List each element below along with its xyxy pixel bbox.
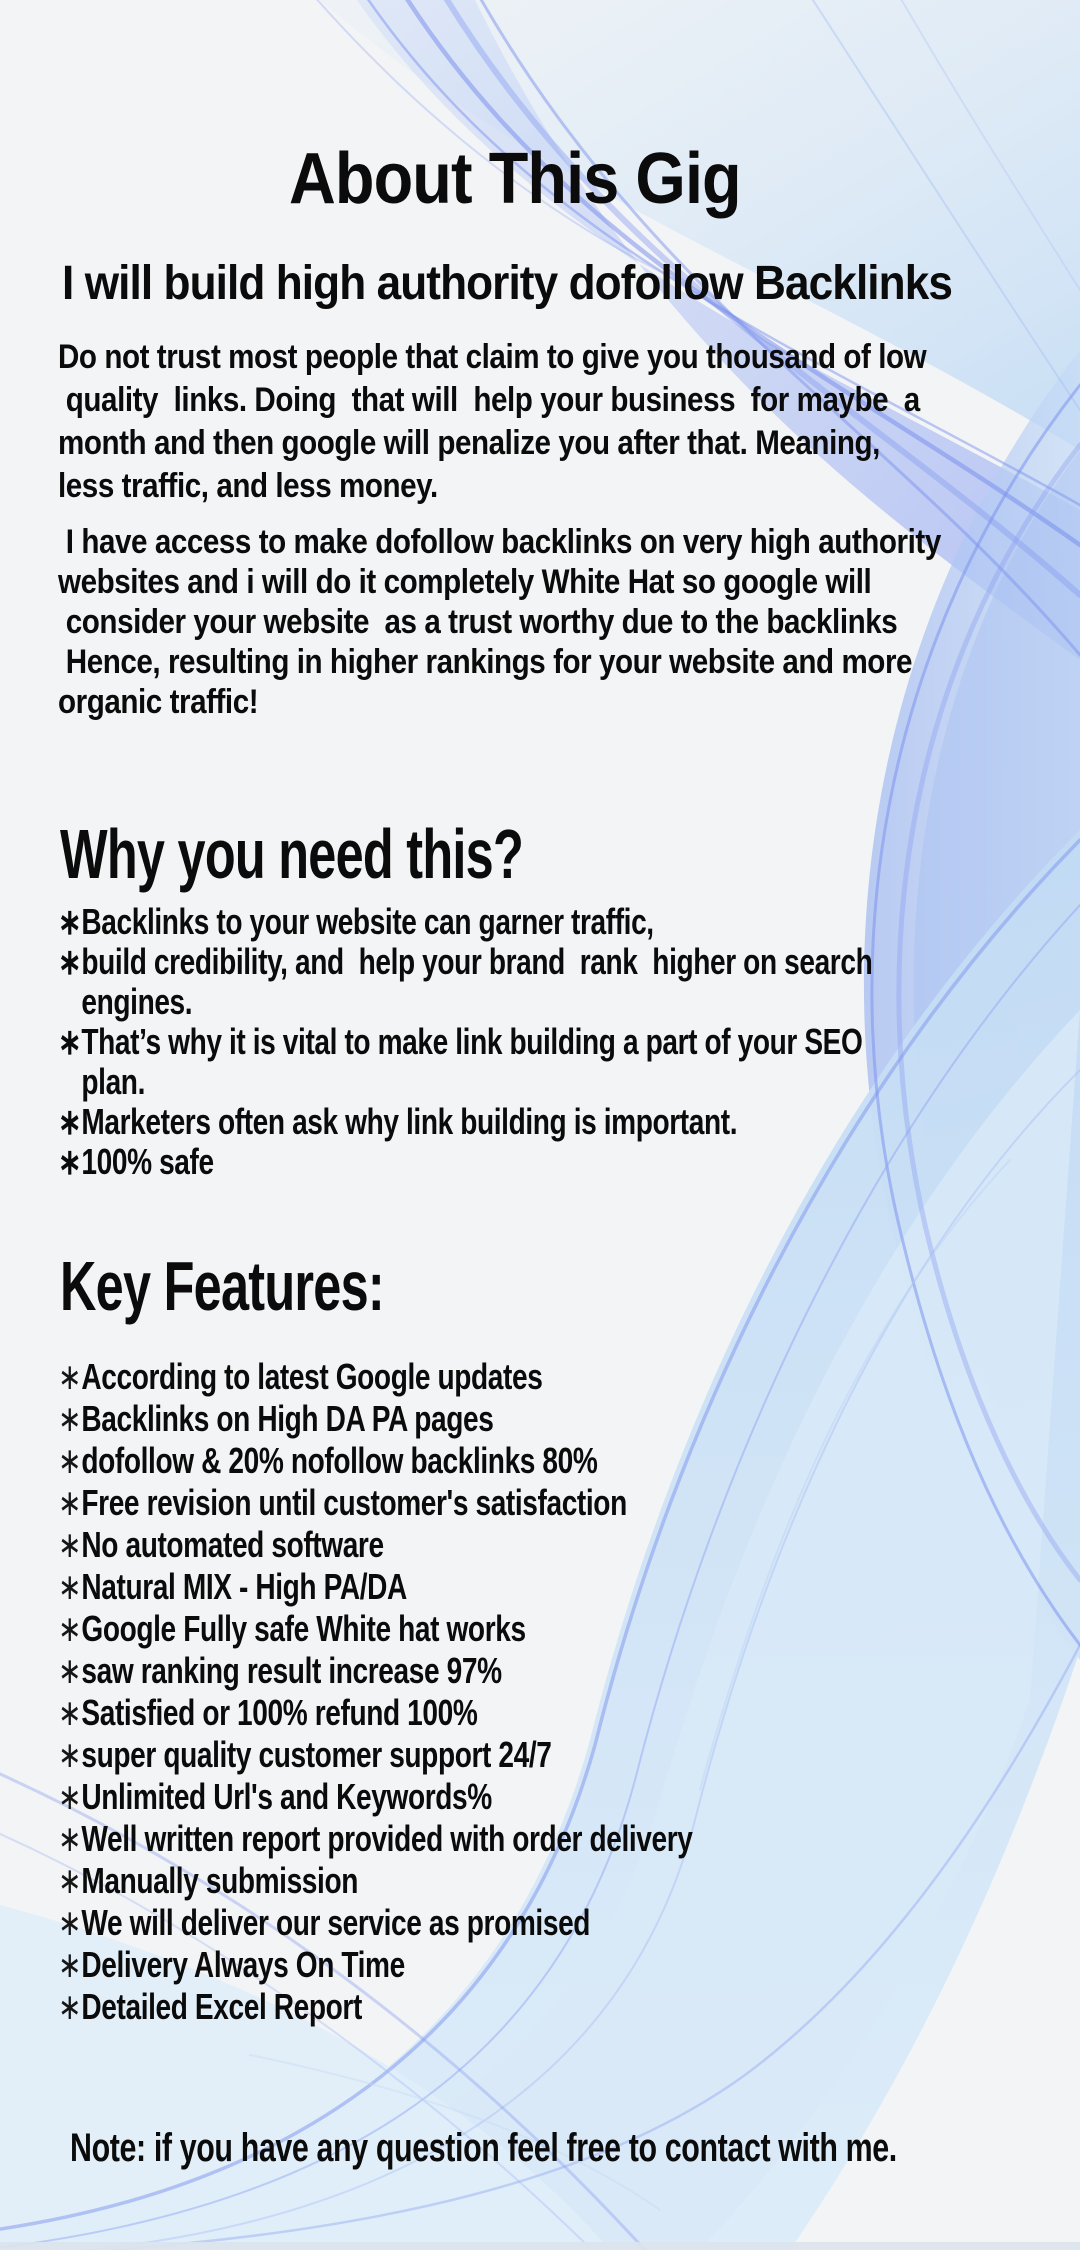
list-item xyxy=(58,1776,693,1818)
list-item-text: Natural MIX - High PA/DA xyxy=(81,1566,407,1607)
intro-paragraph xyxy=(58,336,926,508)
asterisk-bullet-icon: ∗ xyxy=(58,941,82,982)
list-item-text: Backlinks on High DA PA pages xyxy=(81,1398,494,1439)
paragraph-line: less traffic, and less money. xyxy=(58,467,438,505)
paragraph-line: quality links. Doing that will help your business for maybe a xyxy=(58,381,920,419)
list-item-text: Manually submission xyxy=(81,1860,358,1901)
asterisk-bullet-icon: ∗ xyxy=(58,1482,82,1523)
list-item xyxy=(58,1692,693,1734)
asterisk-bullet-icon: ∗ xyxy=(58,1776,82,1817)
key-features-heading: Key Features: xyxy=(60,1247,384,1325)
list-item xyxy=(58,1986,693,2028)
list-item xyxy=(58,1734,693,1776)
list-item xyxy=(58,1062,872,1102)
asterisk-bullet-icon: ∗ xyxy=(58,1356,82,1397)
page-title: About This Gig xyxy=(289,139,741,219)
list-item-text: engines. xyxy=(81,981,193,1022)
asterisk-bullet-icon: ∗ xyxy=(58,1692,82,1733)
list-item xyxy=(58,1650,693,1692)
asterisk-bullet-icon: ∗ xyxy=(58,1902,82,1943)
asterisk-bullet-icon xyxy=(58,982,81,1022)
list-item-text: Google Fully safe White hat works xyxy=(81,1608,526,1649)
list-item-text: Free revision until customer's satisfaction xyxy=(81,1482,627,1523)
paragraph-line: month and then google will penalize you after that. Meaning, xyxy=(58,424,880,462)
gig-headline: I will build high authority dofollow Backlinks xyxy=(62,257,952,310)
list-item xyxy=(58,1902,693,1944)
list-item xyxy=(58,1818,693,1860)
list-item xyxy=(58,1356,693,1398)
paragraph-line: Do not trust most people that claim to give you thousand of low xyxy=(58,338,927,376)
list-item-text: dofollow & 20% nofollow backlinks 80% xyxy=(81,1440,598,1481)
list-item-text: That’s why it is vital to make link building a part of your SEO xyxy=(81,1021,863,1062)
access-paragraph xyxy=(58,522,941,722)
asterisk-bullet-icon: ∗ xyxy=(58,1101,82,1142)
list-item-text: plan. xyxy=(81,1061,145,1102)
asterisk-bullet-icon: ∗ xyxy=(58,1141,82,1182)
list-item xyxy=(58,1022,872,1062)
asterisk-bullet-icon: ∗ xyxy=(58,1818,82,1859)
list-item-text: Unlimited Url's and Keywords% xyxy=(81,1776,492,1817)
list-item xyxy=(58,1566,693,1608)
list-item-text: Well written report provided with order delivery xyxy=(81,1818,693,1859)
why-section-heading: Why you need this? xyxy=(60,815,524,893)
list-item-text: saw ranking result increase 97% xyxy=(81,1650,502,1691)
list-item-text: We will deliver our service as promised xyxy=(81,1902,591,1943)
asterisk-bullet-icon: ∗ xyxy=(58,1398,82,1439)
asterisk-bullet-icon: ∗ xyxy=(58,1650,82,1691)
list-item-text: Backlinks to your website can garner traffic, xyxy=(81,901,654,942)
asterisk-bullet-icon: ∗ xyxy=(58,1021,82,1062)
list-item xyxy=(58,1524,693,1566)
paragraph-line: I have access to make dofollow backlinks on very high authority xyxy=(58,523,941,561)
list-item xyxy=(58,982,872,1022)
bottom-edge-strip xyxy=(0,2242,1080,2250)
list-item-text: Detailed Excel Report xyxy=(81,1986,362,2027)
list-item-text: No automated software xyxy=(81,1524,384,1565)
asterisk-bullet-icon: ∗ xyxy=(58,1608,82,1649)
asterisk-bullet-icon: ∗ xyxy=(58,1734,82,1775)
paragraph-line: Hence, resulting in higher rankings for your website and more xyxy=(58,643,913,681)
list-item-text: 100% safe xyxy=(81,1141,214,1182)
asterisk-bullet-icon: ∗ xyxy=(58,1860,82,1901)
list-item-text: Satisfied or 100% refund 100% xyxy=(81,1692,478,1733)
paragraph-line: organic traffic! xyxy=(58,683,259,721)
list-item xyxy=(58,1944,693,1986)
key-features-list xyxy=(58,1356,693,2028)
contact-note: Note: if you have any question feel free to contact with me. xyxy=(70,2126,897,2170)
list-item-text: build credibility, and help your brand rank higher on search xyxy=(81,941,873,982)
asterisk-bullet-icon xyxy=(58,1062,81,1102)
asterisk-bullet-icon: ∗ xyxy=(58,1986,82,2027)
asterisk-bullet-icon: ∗ xyxy=(58,1524,82,1565)
asterisk-bullet-icon: ∗ xyxy=(58,1566,82,1607)
list-item xyxy=(58,1860,693,1902)
list-item xyxy=(58,1398,693,1440)
why-benefits-list xyxy=(58,902,872,1182)
list-item-text: super quality customer support 24/7 xyxy=(81,1734,552,1775)
asterisk-bullet-icon: ∗ xyxy=(58,901,82,942)
list-item xyxy=(58,1142,872,1182)
list-item xyxy=(58,902,872,942)
asterisk-bullet-icon: ∗ xyxy=(58,1440,82,1481)
list-item-text: Marketers often ask why link building is important. xyxy=(81,1101,738,1142)
list-item xyxy=(58,1482,693,1524)
paragraph-line: websites and i will do it completely White Hat so google will xyxy=(58,563,872,601)
list-item-text: According to latest Google updates xyxy=(81,1356,543,1397)
paragraph-line: consider your website as a trust worthy due to the backlinks xyxy=(58,603,898,641)
list-item xyxy=(58,1440,693,1482)
list-item xyxy=(58,1608,693,1650)
list-item-text: Delivery Always On Time xyxy=(81,1944,405,1985)
list-item xyxy=(58,1102,872,1142)
asterisk-bullet-icon: ∗ xyxy=(58,1944,82,1985)
list-item xyxy=(58,942,872,982)
